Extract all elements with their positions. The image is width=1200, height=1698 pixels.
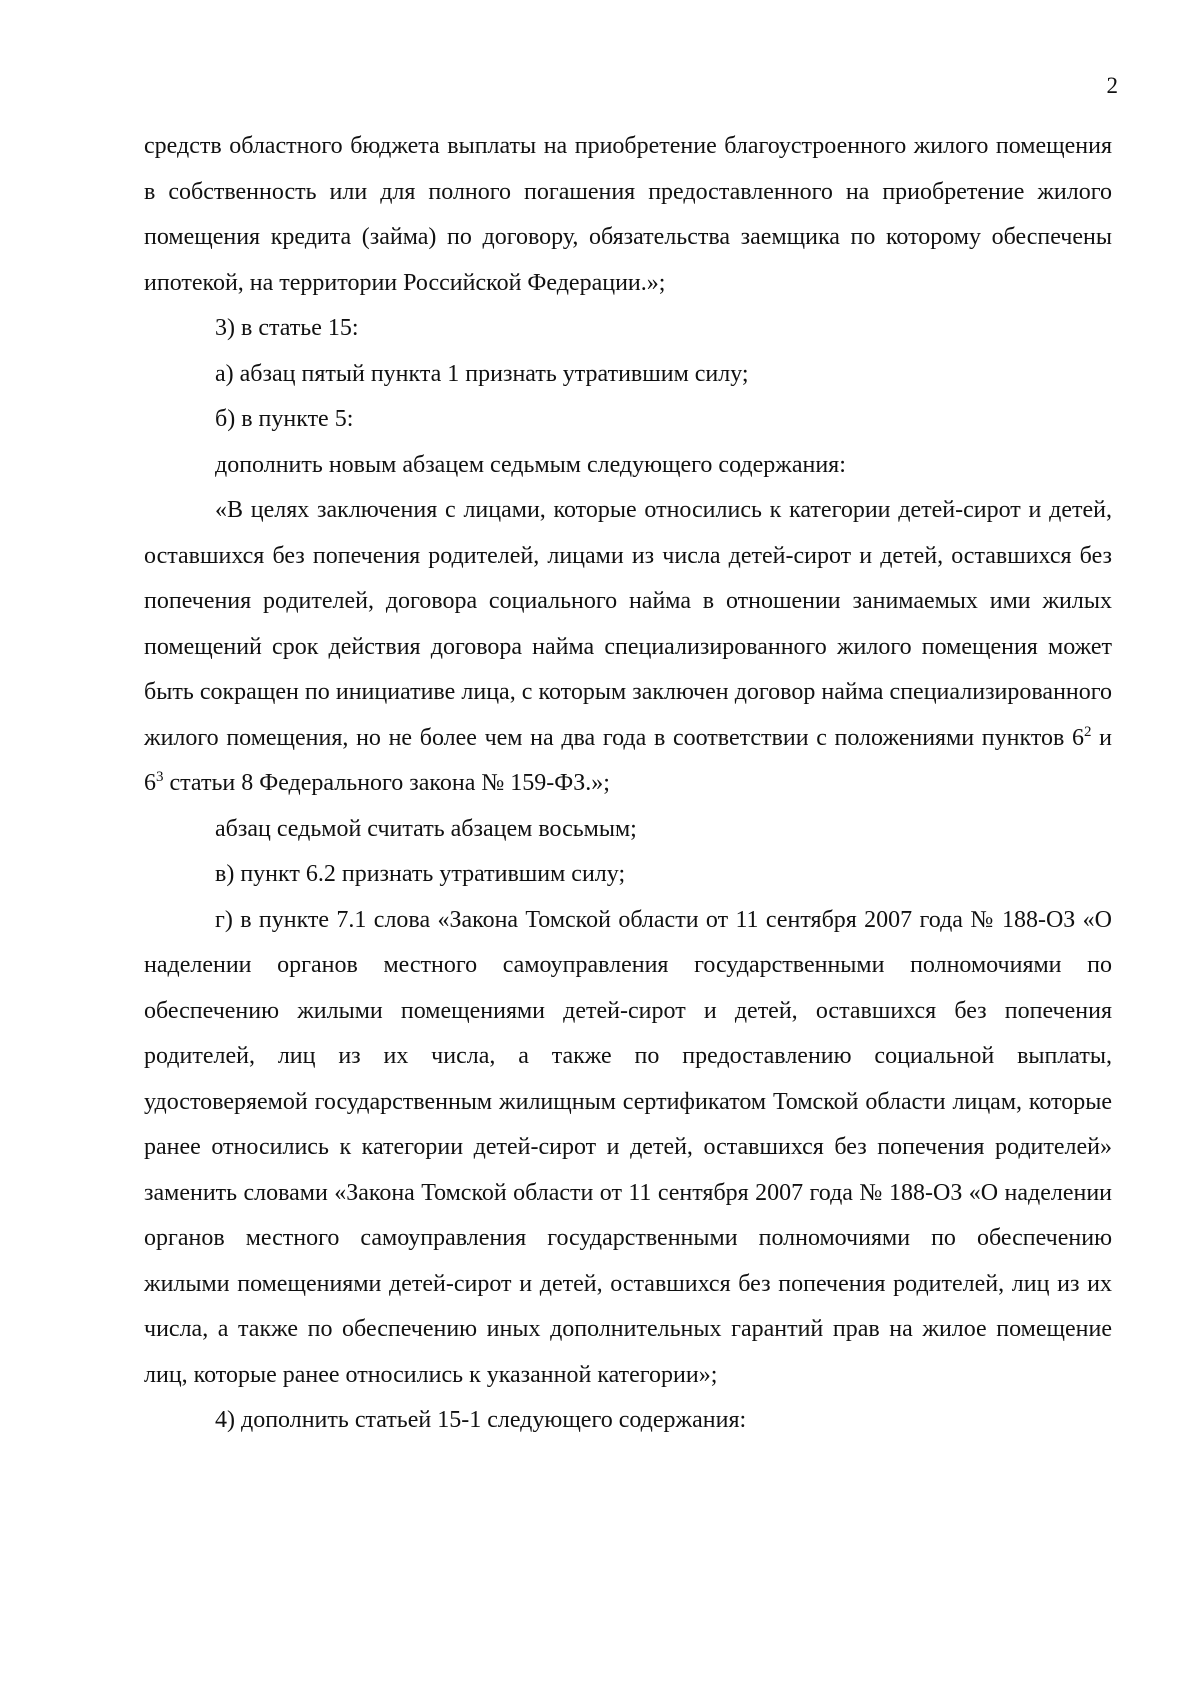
- quoted-text-part-2: и 6: [144, 724, 1112, 796]
- superscript-2: 2: [1083, 723, 1092, 740]
- paragraph-subitem-v: в) пункт 6.2 признать утратившим силу;: [215, 861, 626, 887]
- paragraph-subitem-a: а) абзац пятый пункта 1 признать утратившим силу;: [215, 360, 749, 387]
- paragraph-quoted-text: [144, 488, 1112, 807]
- paragraph-item-4: 4) дополнить статьей 15-1 следующего содержания:: [215, 1407, 747, 1433]
- paragraph-renumber: абзац седьмой считать абзацем восьмым;: [215, 815, 637, 842]
- superscript-3: 3: [156, 769, 164, 785]
- quoted-text-part-3: статьи 8 Федерального закона № 159-ФЗ.»;: [163, 770, 610, 796]
- paragraph-item-3: 3) в статье 15:: [215, 315, 359, 341]
- page-number: 2: [1106, 73, 1118, 98]
- quoted-text-part-1: «В целях заключения с лицами, которые относились к категории детей-сирот и детей, оставшихся без попечения родителей, лицами из числа детей-сирот и детей, оставшихся без попечения родителей, договора социального найма в отношении занимаемых ими жилых помещений срок действия договора найма специализированного жилого помещения может быть сокращен по инициативе лица, с которым заключен договор найма специализированного жилого помещения, но не более чем на два года в соответствии с положениями пунктов 6: [144, 497, 1112, 751]
- paragraph-subitem-b: б) в пункте 5:: [215, 406, 354, 432]
- paragraph-continuation: средств областного бюджета выплаты на приобретение благоустроенного жилого помещения в собственность или для полного погашения предоставленного на приобретение жилого помещения кредита (займа) по договору, обязательства заемщика по которому обеспечены ипотекой, на территории Российской Федерации.»;: [144, 133, 1112, 296]
- paragraph-subitem-g: г) в пункте 7.1 слова «Закона Томской области от 11 сентября 2007 года № 188-ОЗ «О наделении органов местного самоуправления государственными полномочиями по обеспечению жилыми помещениями детей-сирот и детей, оставшихся без попечения родителей, лиц из их числа, а также по предоставлению социальной выплаты, удостоверяемой государственным жилищным сертификатом Томской области лицам, которые ранее относились к категории детей-сирот и детей, оставшихся без попечения родителей» заменить словами «Закона Томской области от 11 сентября 2007 года № 188-ОЗ «О наделении органов местного самоуправления государственными полномочиями по обеспечению жилыми помещениями детей-сирот и детей, оставшихся без попечения родителей, лиц из их числа, а также по обеспечению иных дополнительных гарантий прав на жилое помещение лиц, которые ранее относились к указанной категории»;: [144, 906, 1112, 1388]
- document-body: [144, 124, 1112, 1444]
- paragraph-add-new-abzac: дополнить новым абзацем седьмым следующего содержания:: [215, 451, 846, 478]
